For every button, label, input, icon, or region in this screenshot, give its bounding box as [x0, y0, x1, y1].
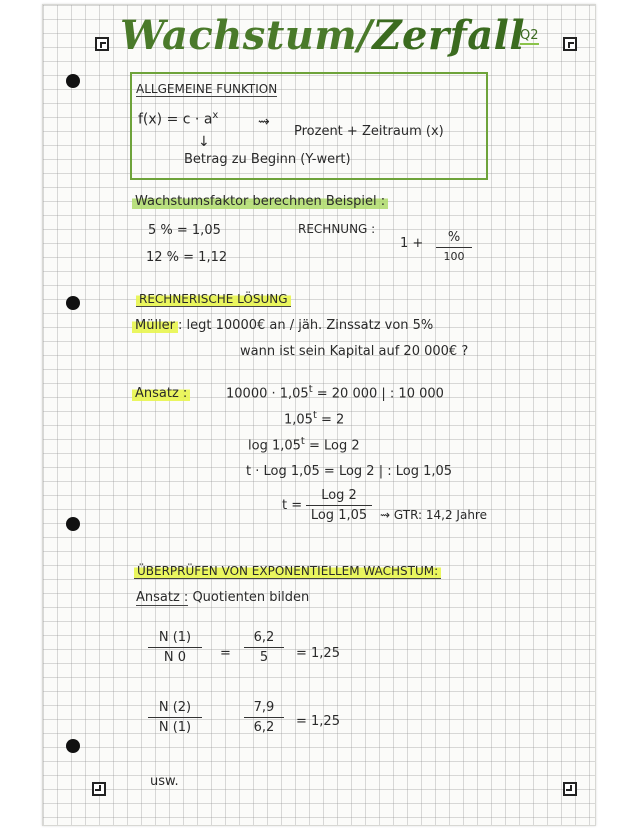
box-heading: ALLGEMEINE FUNKTION: [136, 82, 278, 96]
fraction-bar: [148, 717, 202, 718]
check-ansatz-label: Ansatz :: [136, 590, 189, 605]
etc-note: usw.: [150, 774, 179, 789]
gtr-result: ⇝ GTR: 14,2 Jahre: [380, 508, 487, 522]
binder-hole: [66, 74, 80, 88]
eq5-numerator: Log 2: [321, 488, 357, 503]
check-ansatz-text: Quotienten bilden: [192, 590, 310, 605]
equation-line-3: [248, 436, 360, 453]
binder-hole: [66, 739, 80, 753]
problem-name: Müller: [132, 318, 178, 333]
quotient-2-symbolic: [148, 700, 202, 735]
fraction-bar: [244, 647, 284, 648]
check-heading-text: ÜBERPRÜFEN VON EXPONENTIELLEM WACHSTUM:: [134, 564, 441, 579]
fraction-bar: [306, 505, 372, 506]
q1-result: = 1,25: [296, 646, 340, 661]
fraction-bar: [148, 647, 202, 648]
title-part-2: Zerfall: [372, 12, 526, 59]
eq2-lhs: 1,05: [284, 412, 313, 428]
title-part-1: Wachstum/: [120, 12, 373, 59]
q1-value-numerator: 6,2: [253, 630, 275, 645]
course-tag: Q2: [520, 28, 539, 43]
binder-hole: [66, 517, 80, 531]
factor-example-2: 12 % = 1,12: [146, 250, 228, 265]
solution-heading: [136, 292, 291, 306]
fraction-bar: [244, 717, 284, 718]
check-heading: [134, 564, 441, 578]
problem-text: : legt 10000€ an / jäh. Zinssatz von 5%: [178, 318, 434, 333]
fraction-bar: [436, 247, 472, 248]
quotient-1-values: [244, 630, 284, 665]
eq5-denominator: Log 1,05: [310, 508, 368, 523]
q1-numerator: N (1): [158, 630, 192, 645]
check-ansatz: [136, 590, 309, 605]
fraction-numerator: %: [447, 230, 461, 245]
q2-value-denominator: 6,2: [253, 720, 275, 735]
eq3-lhs: log 1,05: [248, 438, 301, 454]
eq1-lhs: 10000 · 1,05: [226, 386, 309, 402]
formula-exponent: x: [212, 110, 219, 121]
corner-mark-icon: [92, 782, 106, 796]
factor-heading: [132, 194, 388, 209]
quotient-2-values: [244, 700, 284, 735]
eq1-rhs: = 20 000 | : 10 000: [316, 386, 444, 402]
corner-mark-icon: [563, 782, 577, 796]
equation-line-4: t · Log 1,05 = Log 2 | : Log 1,05: [246, 464, 453, 479]
equation-line-5-fraction: [306, 488, 372, 523]
factor-heading-text: Wachstumsfaktor berechnen Beispiel :: [132, 194, 388, 209]
eq2-exponent: t: [312, 410, 317, 421]
arrow-right-icon: ⇝: [258, 114, 270, 130]
problem-question: wann ist sein Kapital auf 20 000€ ?: [240, 344, 469, 359]
a-note: Prozent + Zeitraum (x): [294, 124, 444, 139]
q1-value-denominator: 5: [259, 650, 269, 665]
c-note: Betrag zu Beginn (Y-wert): [184, 152, 351, 167]
fraction-denominator: 100: [443, 250, 465, 263]
corner-mark-icon: [95, 37, 109, 51]
formula-text: f(x) = c · a: [138, 111, 213, 128]
equation-line-2: [284, 410, 344, 427]
eq2-rhs: = 2: [321, 412, 345, 428]
page-title: [120, 12, 525, 59]
eq1-exponent: t: [308, 384, 313, 395]
arrow-down-icon: ↓: [198, 134, 210, 150]
problem-statement: [132, 318, 433, 333]
ansatz-label-text: Ansatz :: [132, 386, 190, 401]
eq3-exponent: t: [300, 436, 305, 447]
q2-value-numerator: 7,9: [253, 700, 275, 715]
factor-example-1: 5 % = 1,05: [148, 223, 221, 238]
q2-denominator: N (1): [158, 720, 192, 735]
q1-denominator: N 0: [163, 650, 187, 665]
corner-mark-icon: [563, 37, 577, 51]
equation-line-1: [226, 384, 444, 401]
calculation-fraction: [436, 230, 472, 263]
equation-line-5-lhs: t =: [282, 498, 303, 513]
solution-heading-text: RECHNERISCHE LÖSUNG: [136, 292, 291, 307]
calculation-prefix: 1 +: [400, 236, 424, 251]
q1-equals: =: [220, 646, 231, 661]
calculation-label: RECHNUNG :: [298, 222, 376, 236]
general-formula: [138, 110, 218, 128]
quotient-1-symbolic: [148, 630, 202, 665]
binder-hole: [66, 296, 80, 310]
q2-result: = 1,25: [296, 714, 340, 729]
ansatz-label: [132, 386, 190, 401]
eq3-rhs: = Log 2: [308, 438, 360, 454]
q2-numerator: N (2): [158, 700, 192, 715]
